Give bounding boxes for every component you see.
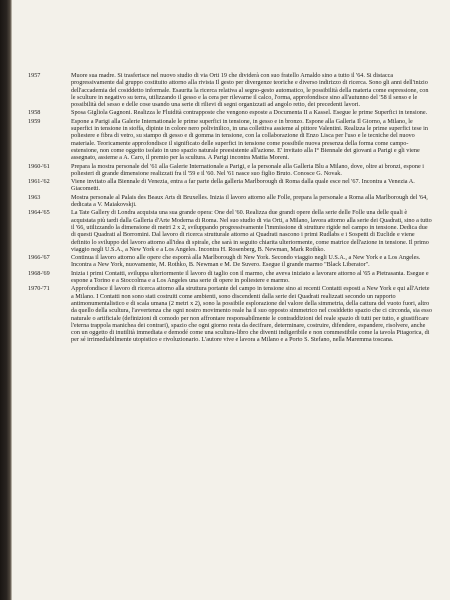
chronology (28, 72, 433, 345)
entry-year: 1966-'67 (28, 254, 50, 262)
entry-text: Sposa Gigliola Gagnoni. Realizza le Fluidità contrapposte che vengono esposte a Documenta II a Kassel. Esegue le prime Superfici in tensione. (71, 109, 428, 117)
entry-text: Muore sua madre. Si trasferisce nel nuovo studio di via Orti 19 che dividerà con suo fratello Arnaldo sino a tutto il '64. Si distacca progressivamente dal gruppo costituito attorno alla rivista Il gesto per divergenze teoriche e diverso indirizzo di ricerca. Sono gli anni dell'inizio dell'accademia del cosiddetto informale. Esaurita la ricerca relativa al segno-gesto automatico, le possibilità della materia come espressione, con le sculture in negativo su terra, utilizzando il gesso e la cera per rilevarne il calco, l'orma, approfondisce sino all'autunno del '58 il senso e le possibilità del sesso e delle cose usando una serie di rilievi di segni organizzati ad angolo retto, dei precedenti lavori. (71, 72, 429, 109)
chronology-entry (28, 118, 433, 162)
entry-text: Continua il lavoro attorno alle opere che esporrà alla Marlborough di New York. Secondo viaggio negli U.S.A., a New York e a Los Angeles. Incontra a New York, nuovamente, M. Rothko, B. Newman e M. De Suvero. Esegue il grande marmo "Black Liberator". (71, 254, 421, 269)
entry-year: 1960-'61 (28, 162, 50, 170)
entry-text: Mostra personale al Palais des Beaux Arts di Bruxelles. Inizia il lavoro attorno alle Folle, prepara la personale a Roma alla Marlborough del '64, dedicata a V. Maiakovskji. (71, 193, 428, 209)
book-spine-shadow (0, 0, 12, 600)
entry-text: Prepara la mostra personale del '61 alla Galerie Internationale a Parigi, e la personale alla Galleria Blu a Milano, dove, oltre ai bronzi, espone i poliesteri di grande dimensione realizzati fra il '59 e il '60. Nel '61 nasce suo figlio Bruto. Conosce G. Novak. (71, 162, 424, 177)
chronology-entry (28, 109, 433, 116)
chronology-entry (28, 270, 433, 285)
chronology-entry (28, 178, 433, 193)
chronology-entry (28, 72, 433, 108)
entry-year: 1957 (28, 72, 41, 79)
entry-year: 1959 (28, 117, 41, 125)
entry-year: 1964-'65 (28, 209, 50, 217)
entry-year: 1970-'71 (28, 285, 50, 293)
entry-year: 1958 (28, 109, 41, 117)
entry-text: Viene invitato alla Biennale di Venezia, entra a far parte della galleria Marlborough di Roma dalla quale esce nel '67. Incontra a Venezia A. Giacometti. (71, 178, 415, 193)
entry-year: 1963 (28, 193, 41, 201)
entry-text: Approfondisce il lavoro di ricerca attorno alla struttura portante del campo in tensione sino ai recenti Contatti esposti a New York e qui all'Ariete a Milano. I Contatti non sono stati costruiti come ambienti, sono discendenti dalla serie dei Quadrati realizzati secondo un rapporto antimonumentalistico e di scala umana (2 metri x 2), sono la possibile esplorazione del valore della simmetria, della cattura del vuoto fuori, altro da quello della scultura, l'avvertenza che ogni nostro movimento reale ha il suo opposto simmetrico nel cosiddetto spazio che ci circonda, sia esso naturale o artificiale (definizioni di comodo per non affrontare responsabilmente le contraddizioni del reale spazio di tutti per tutto, e giustificare l'eterna trappola manichea dei contrari), spazio che ogni giorno resta da decifrare, determinare, costruire, difendere, espandere, risolvere, anche con un oggetto di inutilità immediata e demodé come una scultura-libro che diventi indigeribile e non commestibile come la tavola Pitagorica, di per sé irrimediabilmente utopistico e rivoluzionario. L'autore vive e lavora a Milano e a Porto S. Stefano, nella Maremma toscana. (71, 285, 432, 344)
entry-text: Espone a Parigi alla Galerie Internationale le prime superfici in tensione, in gesso e in bronzo. Espone alla Galleria Il Giorno, a Milano, le superfici in tensione in stoffa, dipinte in colore nero polivinilico, in una collettiva assieme al pittore Valentini. Realizza le prime superfici tese in poliestere e fibra di vetro, su stampo di gesso e di gomma in tensione, con la collaborazione di Enzo Lisca per l'uso e le tecniche del nuovo materiale. Teoricamente approfondisce il significato delle superfici in tensione come possibile nuova presenza della forma come campo-estensione, non come oggetto isolato in uno spazio naturale preesistente all'azione. E' invitato alla I° Biennale dei giovani a Parigi e gli viene assegnato, assieme a A. Caro, il premio per la scultura. A Parigi incontra Mattia Moreni. (71, 117, 428, 162)
chronology-entry (28, 285, 433, 343)
chronology-entry (28, 254, 433, 269)
entry-text: Inizia i primi Contatti, sviluppa ulteriormente il lavoro di taglio con il marmo, che aveva iniziato a lavorare attorno al '65 a Pietrasanta. Esegue e espone a Torino e a Stoccolma e a Los Angeles una serie di opere in poliestere e marmo. (71, 269, 429, 285)
chronology-entry (28, 163, 433, 178)
chronology-entry (28, 209, 433, 253)
entry-text: La Tate Gallery di Londra acquista una sua grande opera: One del '60. Realizza due grandi opere della serie delle Folle una delle quali è acquistata più tardi dalla Galleria d'Arte Moderna di Roma. Nel suo studio di via Orti, a Milano, lavora attorno alla serie dei Quadrati, sino a tutto il '66, utilizzando la dimensione di metri 2 x 2, sviluppando progressivamente l'immissione di strutture rigide nel campo in tensione. Dedica due di questi Quadrati al Borromini. Dal lavoro di ricerca strutturale attorno ai Quadrati nascono i primi Rudlabs e i Sospetti di Euclide e viene definito lo sviluppo del lavoro attorno all'idea di spirale, che sarà in seguito chiarita ulteriormente, come matrice dell'azione in tensione. Il primo viaggio negli U.S.A., a New York e a Los Angeles. Incontra H. Rosenberg, B. Newman, Mark Rothko. (71, 209, 432, 253)
chronology-entry (28, 194, 433, 209)
entry-year: 1961-'62 (28, 178, 50, 186)
entry-year: 1968-'69 (28, 269, 50, 277)
